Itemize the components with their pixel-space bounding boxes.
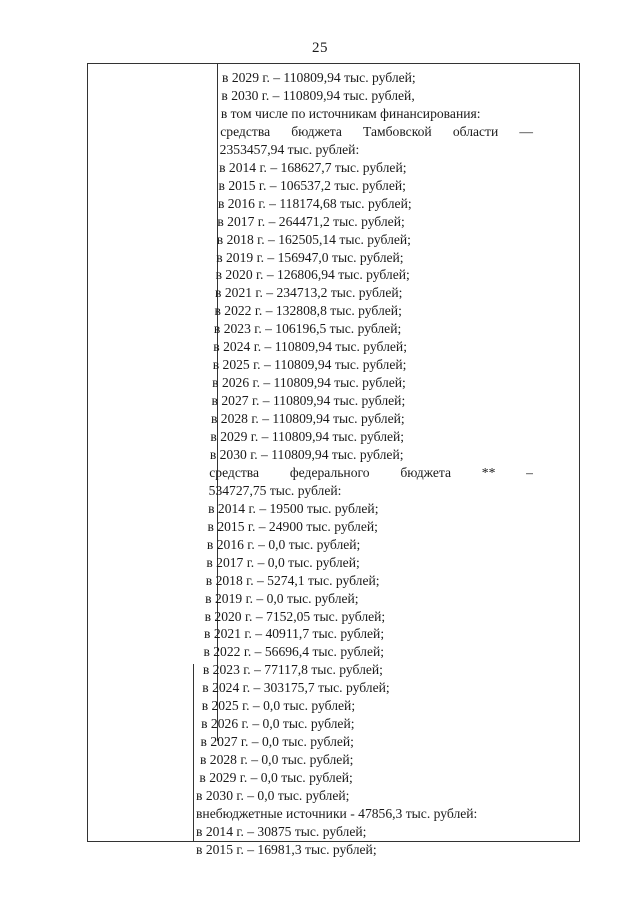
text-line: средства бюджета Тамбовской области — xyxy=(220,123,533,139)
text-line: в 2029 г. – 0,0 тыс. рублей; xyxy=(199,770,353,786)
text-line: в 2022 г. – 56696,4 тыс. рублей; xyxy=(203,644,385,660)
text-line: в 2014 г. – 30875 тыс. рублей; xyxy=(196,823,367,839)
text-line: в 2019 г. – 156947,0 тыс. рублей; xyxy=(216,249,404,265)
text-line: в 2015 г. – 16981,3 тыс. рублей; xyxy=(196,841,377,857)
table-content-cell xyxy=(88,64,579,857)
text-line: в 2021 г. – 234713,2 тыс. рублей; xyxy=(215,285,403,301)
text-line: в 2029 г. – 110809,94 тыс. рублей; xyxy=(210,429,405,444)
text-line: в 2026 г. – 110809,94 тыс. рублей; xyxy=(212,375,406,391)
text-line: в 2016 г. – 0,0 тыс. рублей; xyxy=(206,536,361,552)
text-line: в 2023 г. – 106196,5 тыс. рублей; xyxy=(213,321,402,337)
text-line: в 2027 г. – 110809,94 тыс. рублей; xyxy=(211,393,406,409)
text-line: средства федерального бюджета ** – xyxy=(209,464,533,480)
page-number: 25 xyxy=(312,40,328,56)
text-line: в 2027 г. – 0,0 тыс. рублей; xyxy=(200,734,354,750)
text-line: в 2017 г. – 264471,2 тыс. рублей; xyxy=(217,213,405,229)
text-line: в 2028 г. – 0,0 тыс. рублей; xyxy=(199,752,354,768)
text-line: в 2018 г. – 5274,1 тыс. рублей; xyxy=(205,572,380,588)
text-line: в 2024 г. – 303175,7 тыс. рублей; xyxy=(202,680,390,696)
document-table xyxy=(87,63,580,857)
text-line: в 2017 г. – 0,0 тыс. рублей; xyxy=(206,554,360,570)
text-line: в 2028 г. – 110809,94 тыс. рублей; xyxy=(210,411,405,427)
text-line: в 2014 г. – 19500 тыс. рублей; xyxy=(208,500,379,516)
text-line: 534727,75 тыс. рублей: xyxy=(208,482,342,498)
text-line: в 2022 г. – 132808,8 тыс. рублей; xyxy=(214,303,402,319)
text-line: в 2029 г. – 110809,94 тыс. рублей; xyxy=(222,70,416,85)
text-line: в 2030 г. – 110809,94 тыс. рублей; xyxy=(209,446,404,462)
text-line: в том числе по источникам финансирования: xyxy=(220,105,481,121)
text-line: 2353457,94 тыс. рублей: xyxy=(219,141,360,157)
text-line: в 2030 г. – 110809,94 тыс. рублей, xyxy=(221,87,415,103)
text-line: в 2020 г. – 7152,05 тыс. рублей; xyxy=(204,608,386,624)
text-line: в 2018 г. – 162505,14 тыс. рублей; xyxy=(216,231,411,247)
text-line: в 2016 г. – 118174,68 тыс. рублей; xyxy=(217,195,412,211)
text-line: в 2019 г. – 0,0 тыс. рублей; xyxy=(205,590,359,606)
text-line: внебюджетные источники - 47856,3 тыс. рублей: xyxy=(196,805,478,821)
text-line: в 2025 г. – 110809,94 тыс. рублей; xyxy=(212,357,407,373)
text-line: в 2020 г. – 126806,94 тыс. рублей; xyxy=(215,267,410,283)
text-line: в 2030 г. – 0,0 тыс. рублей; xyxy=(196,788,350,803)
text-line: в 2014 г. – 168627,7 тыс. рублей; xyxy=(219,159,407,175)
text-line: в 2026 г. – 0,0 тыс. рублей; xyxy=(201,716,355,732)
text-line: в 2024 г. – 110809,94 тыс. рублей; xyxy=(213,339,407,355)
text-line: в 2025 г. – 0,0 тыс. рублей; xyxy=(201,698,356,714)
text-line: в 2015 г. – 106537,2 тыс. рублей; xyxy=(218,177,406,193)
text-line: в 2021 г. – 40911,7 тыс. рублей; xyxy=(204,626,385,642)
text-line: в 2023 г. – 77117,8 тыс. рублей; xyxy=(202,662,383,678)
text-line: в 2015 г. – 24900 тыс. рублей; xyxy=(207,518,378,534)
